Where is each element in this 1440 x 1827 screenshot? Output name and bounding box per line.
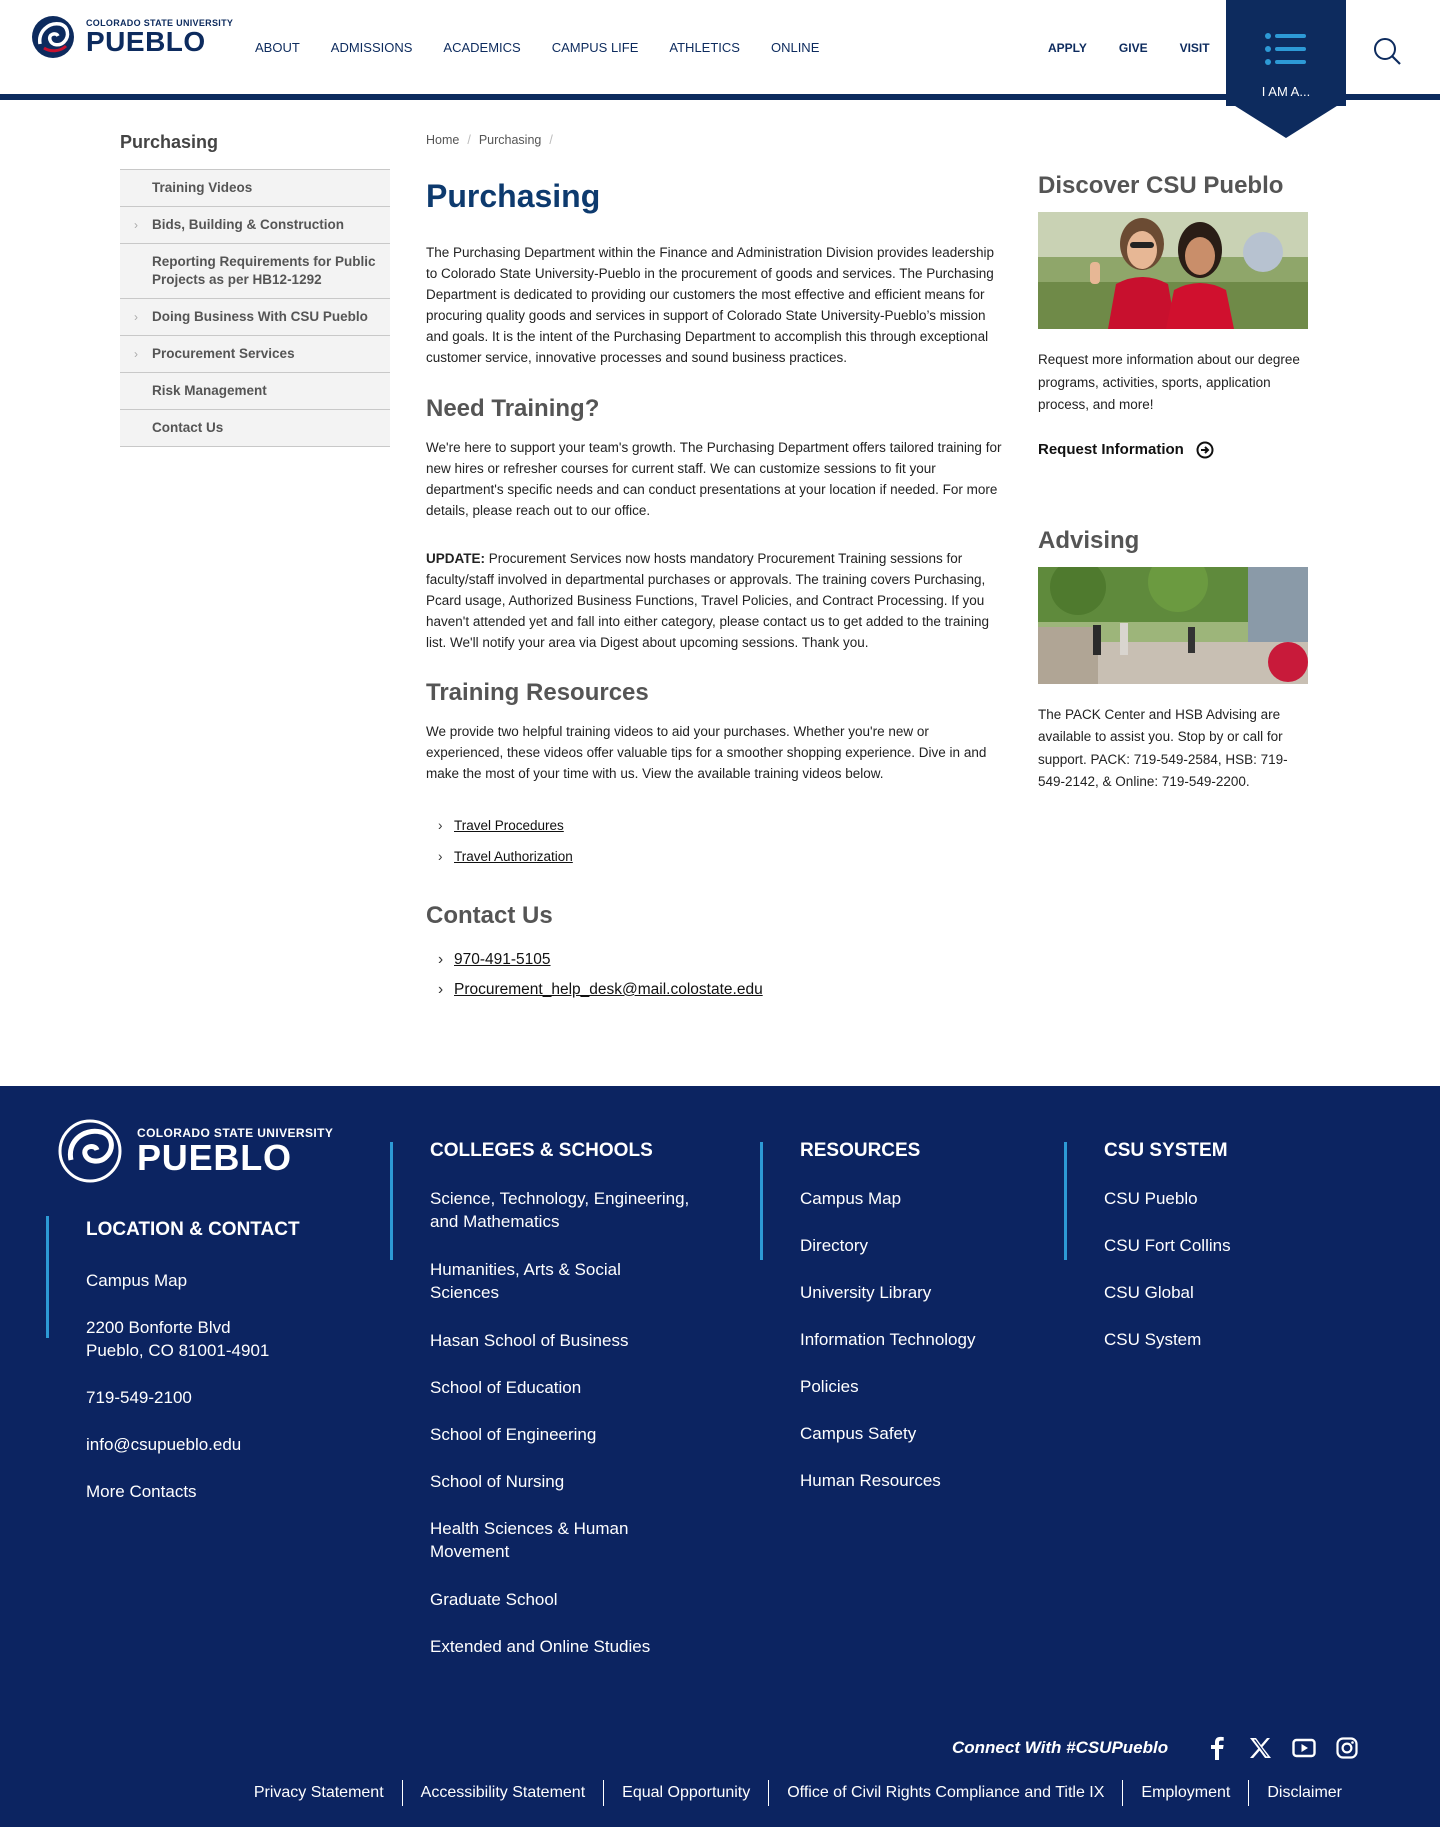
footer-system-link[interactable]: CSU Pueblo bbox=[1104, 1189, 1198, 1208]
resources-paragraph: We provide two helpful training videos to aid your purchases. Whether you're new or experienced, these videos offer valuable tips for a smoother shopping experience. Dive in and make the most of your time with us. View the available training videos below. bbox=[426, 724, 987, 781]
breadcrumb-separator: / bbox=[549, 133, 553, 147]
footer-college-link[interactable]: School of Nursing bbox=[430, 1472, 565, 1491]
sidebar-item-label: Doing Business With CSU Pueblo bbox=[152, 309, 368, 324]
sidebar-item-bids[interactable] bbox=[120, 207, 390, 244]
intro-paragraph: The Purchasing Department within the Finance and Administration Division provides leadership to Colorado State University-Pueblo in the procurement of goods and services. The Purchasing Department is dedicated to providing our customers the most effective and efficient means for procuring quality goods and services in support of Colorado State University-Pueblo’s mission and goals. It is the intent of the Purchasing Department to accomplish this through exceptional customer service, innovative processes and sound business practices. bbox=[426, 245, 995, 365]
footer-resource-link[interactable]: Directory bbox=[800, 1236, 869, 1255]
travel-procedures-link[interactable]: Travel Procedures bbox=[454, 818, 564, 833]
chevron-right-icon: › bbox=[134, 218, 138, 232]
site-logo[interactable] bbox=[30, 14, 233, 60]
sidebar-item-label: Procurement Services bbox=[152, 346, 295, 361]
chevron-right-icon: › bbox=[134, 310, 138, 324]
footer-resource-link[interactable]: Policies bbox=[800, 1377, 859, 1396]
accent-divider bbox=[390, 1142, 393, 1260]
footer-location-heading: LOCATION & CONTACT bbox=[86, 1219, 300, 1240]
sidebar-item-label: Contact Us bbox=[152, 420, 224, 435]
give-link[interactable]: GIVE bbox=[1118, 41, 1148, 55]
connect-label: Connect With #CSUPueblo bbox=[952, 1738, 1169, 1757]
chevron-right-icon: › bbox=[134, 347, 138, 361]
request-information-link[interactable] bbox=[1038, 441, 1308, 459]
sidebar-item-risk[interactable] bbox=[120, 373, 390, 410]
social-links bbox=[952, 1736, 1358, 1760]
advising-heading: Advising bbox=[1038, 526, 1140, 554]
footer-college-link[interactable]: Hasan School of Business bbox=[430, 1331, 629, 1350]
footer-resource-link[interactable]: Campus Map bbox=[800, 1189, 902, 1208]
footer-resources-column bbox=[800, 1140, 975, 1492]
footer-colleges-heading: COLLEGES & SCHOOLS bbox=[430, 1140, 653, 1161]
list-item bbox=[426, 980, 1006, 1000]
disclaimer-link[interactable]: Disclaimer bbox=[1248, 1780, 1342, 1806]
footer-college-link[interactable]: Graduate School bbox=[430, 1590, 558, 1609]
sidebar-item-training-videos[interactable] bbox=[120, 170, 390, 207]
training-paragraph: We're here to support your team's growth. The Purchasing Department offers tailored training for new hires or refresher courses for current staff. We can customize sessions to fit your department's specific needs and can conduct presentations at your location if needed. For more details, please reach out to our office. bbox=[426, 440, 1002, 518]
footer-more-contacts-link[interactable]: More Contacts bbox=[86, 1482, 197, 1501]
main-nav bbox=[255, 40, 819, 55]
nav-admissions[interactable]: ADMISSIONS bbox=[330, 40, 413, 55]
site-header bbox=[0, 0, 1440, 100]
search-button[interactable] bbox=[1372, 36, 1404, 73]
ram-logo-icon bbox=[30, 14, 76, 60]
ram-logo-icon bbox=[57, 1118, 123, 1184]
footer-email-link[interactable]: info@csupueblo.edu bbox=[86, 1435, 242, 1454]
accent-divider bbox=[46, 1216, 49, 1338]
i-am-a-menu-button[interactable] bbox=[1226, 0, 1346, 106]
footer-address-line-1: 2200 Bonforte Blvd bbox=[86, 1318, 231, 1337]
nav-athletics[interactable]: ATHLETICS bbox=[669, 40, 740, 55]
discover-heading: Discover CSU Pueblo bbox=[1038, 172, 1284, 199]
site-footer bbox=[0, 1086, 1440, 1827]
footer-colleges-column bbox=[430, 1140, 690, 1658]
footer-phone-link[interactable]: 719-549-2100 bbox=[86, 1388, 192, 1407]
page-title: Purchasing bbox=[426, 178, 601, 214]
arrow-circle-right-icon bbox=[1196, 441, 1214, 459]
sidebar-item-label: Risk Management bbox=[152, 383, 267, 398]
footer-system-link[interactable]: CSU Global bbox=[1104, 1283, 1194, 1302]
sidebar-title[interactable]: Purchasing bbox=[120, 132, 219, 152]
apply-link[interactable]: APPLY bbox=[1048, 41, 1087, 55]
utility-nav bbox=[1048, 41, 1210, 55]
sidebar-item-procurement[interactable] bbox=[120, 336, 390, 373]
sidebar-item-doing-business[interactable] bbox=[120, 299, 390, 336]
sidebar-item-contact[interactable] bbox=[120, 410, 390, 447]
training-heading: Need Training? bbox=[426, 395, 600, 422]
breadcrumb-current[interactable]: Purchasing bbox=[478, 133, 542, 147]
footer-system-link[interactable]: CSU System bbox=[1104, 1330, 1202, 1349]
nav-online[interactable]: ONLINE bbox=[770, 40, 820, 55]
x-icon[interactable] bbox=[1248, 1737, 1272, 1759]
civil-rights-title-ix-link[interactable]: Office of Civil Rights Compliance and Title IX bbox=[768, 1780, 1122, 1806]
visit-link[interactable]: VISIT bbox=[1179, 41, 1210, 55]
travel-authorization-link[interactable]: Travel Authorization bbox=[454, 849, 573, 864]
footer-resource-link[interactable]: Information Technology bbox=[800, 1330, 976, 1349]
footer-campus-map-link[interactable]: Campus Map bbox=[86, 1271, 188, 1290]
footer-location-column bbox=[86, 1219, 300, 1503]
training-resources-heading: Training Resources bbox=[426, 679, 649, 706]
footer-system-column bbox=[1104, 1140, 1231, 1351]
footer-logo-pueblo-line: PUEBLO bbox=[137, 1137, 292, 1178]
sidebar-item-label: Training Videos bbox=[152, 180, 253, 195]
sidebar-item-label: Bids, Building & Construction bbox=[152, 217, 344, 232]
contact-phone-link[interactable]: 970-491-5105 bbox=[454, 951, 551, 968]
resource-link-list bbox=[426, 816, 1006, 867]
nav-about[interactable]: ABOUT bbox=[255, 40, 300, 55]
update-text: Procurement Services now hosts mandatory Procurement Training sessions for faculty/staff involved in departmental purchases or approvals. The training covers Purchasing, Pcard usage, Authorized Business Functions, Travel Policies, and Contract Processing. If you haven't attended yet and fall into either category, please contact us to get added to the training list. We'll notify your area via Digest about upcoming sessions. Thank you. bbox=[426, 551, 989, 650]
breadcrumb bbox=[426, 133, 553, 147]
list-item bbox=[426, 950, 1006, 970]
footer-resources-heading: RESOURCES bbox=[800, 1140, 921, 1161]
advising-text: The PACK Center and HSB Advising are available to assist you. Stop by or call for support. PACK: 719-549-2584, HSB: 719-549-2142, & Online: 719-549-2200. bbox=[1038, 706, 1288, 789]
logo-university-line: COLORADO STATE UNIVERSITY bbox=[86, 18, 234, 28]
breadcrumb-home[interactable]: Home bbox=[426, 133, 460, 147]
breadcrumb-separator: / bbox=[467, 133, 471, 147]
advising-photo bbox=[1038, 567, 1308, 684]
chevron-right-icon: › bbox=[438, 849, 443, 864]
accent-divider bbox=[760, 1142, 763, 1260]
contact-heading: Contact Us bbox=[426, 902, 553, 929]
right-column bbox=[1038, 172, 1308, 794]
footer-system-heading: CSU SYSTEM bbox=[1104, 1140, 1228, 1161]
logo-pueblo-line: PUEBLO bbox=[86, 26, 206, 57]
discover-text: Request more information about our degree programs, activities, sports, application process, and more! bbox=[1038, 352, 1300, 412]
accent-divider bbox=[1064, 1142, 1067, 1260]
hamburger-icon bbox=[1264, 32, 1308, 71]
footer-resource-link[interactable]: Campus Safety bbox=[800, 1424, 917, 1443]
i-am-a-label: I AM A... bbox=[1261, 84, 1311, 99]
equal-opportunity-link[interactable]: Equal Opportunity bbox=[603, 1780, 768, 1806]
chevron-right-icon: › bbox=[438, 981, 444, 998]
legal-links bbox=[236, 1780, 1342, 1806]
list-item bbox=[426, 816, 1006, 836]
footer-college-link[interactable]: School of Engineering bbox=[430, 1425, 597, 1444]
chevron-right-icon: › bbox=[438, 818, 443, 833]
contact-link-list bbox=[426, 950, 1006, 1000]
footer-system-link[interactable]: CSU Fort Collins bbox=[1104, 1236, 1231, 1255]
employment-link[interactable]: Employment bbox=[1122, 1780, 1248, 1806]
footer-college-link[interactable]: Humanities, Arts & Social Sciences bbox=[430, 1260, 621, 1302]
sidebar-item-reporting[interactable] bbox=[120, 244, 390, 299]
request-information-label: Request Information bbox=[1038, 441, 1184, 458]
accessibility-statement-link[interactable]: Accessibility Statement bbox=[402, 1780, 604, 1806]
update-paragraph bbox=[426, 548, 1006, 653]
privacy-statement-link[interactable]: Privacy Statement bbox=[253, 1784, 384, 1801]
i-am-menu-pointer bbox=[1232, 104, 1340, 138]
instagram-icon[interactable] bbox=[1336, 1737, 1358, 1759]
nav-campus-life[interactable]: CAMPUS LIFE bbox=[551, 40, 639, 55]
footer-college-link[interactable]: School of Education bbox=[430, 1378, 582, 1397]
footer-college-link[interactable]: Extended and Online Studies bbox=[430, 1637, 651, 1656]
sidebar-item-label: Reporting Requirements for Public Projects as per HB12-1292 bbox=[152, 254, 376, 287]
update-label: UPDATE: bbox=[426, 551, 485, 566]
contact-email-link[interactable]: Procurement_help_desk@mail.colostate.edu bbox=[454, 981, 763, 998]
footer-address-line-2: Pueblo, CO 81001-4901 bbox=[86, 1341, 270, 1360]
main-content bbox=[426, 178, 1006, 1000]
discover-photo bbox=[1038, 212, 1308, 329]
search-icon bbox=[1372, 36, 1404, 68]
footer-logo[interactable] bbox=[57, 1118, 333, 1184]
section-sidebar bbox=[120, 132, 390, 447]
footer-logo-university-line: COLORADO STATE UNIVERSITY bbox=[137, 1126, 334, 1140]
facebook-icon[interactable] bbox=[1206, 1736, 1228, 1760]
sidebar-nav bbox=[120, 169, 390, 447]
social-icon-row bbox=[1206, 1736, 1358, 1760]
youtube-icon[interactable] bbox=[1292, 1738, 1316, 1758]
footer-college-link[interactable]: Health Sciences & Human Movement bbox=[430, 1519, 629, 1561]
footer-resource-link[interactable]: University Library bbox=[800, 1283, 932, 1302]
chevron-right-icon: › bbox=[438, 951, 444, 968]
footer-college-link[interactable]: Science, Technology, Engineering, and Mathematics bbox=[430, 1189, 690, 1231]
footer-resource-link[interactable]: Human Resources bbox=[800, 1471, 941, 1490]
nav-academics[interactable]: ACADEMICS bbox=[443, 40, 521, 55]
list-item bbox=[426, 847, 1006, 867]
